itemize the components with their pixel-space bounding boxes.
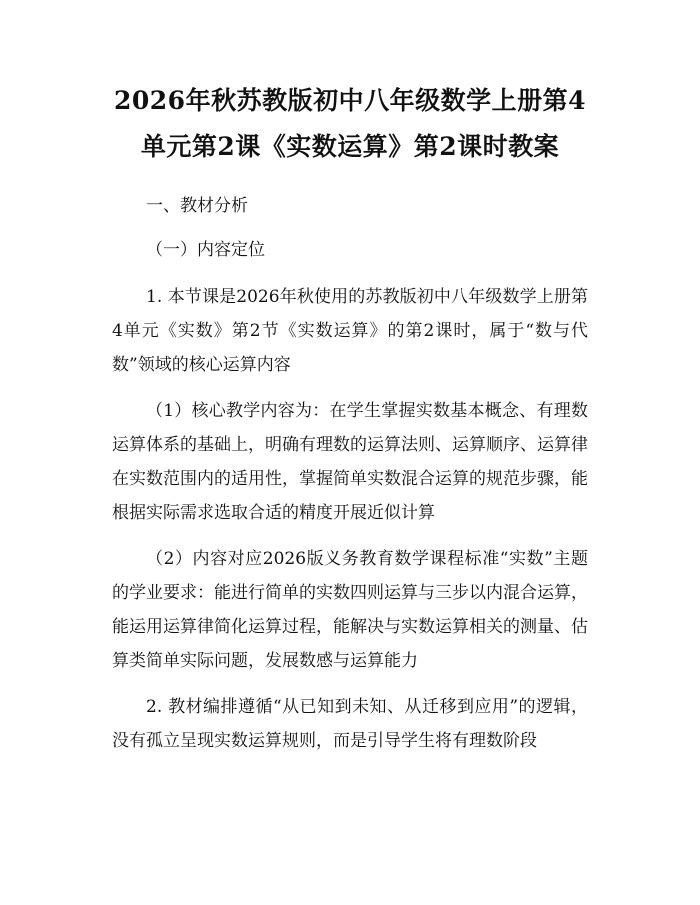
paragraph-3: （2）内容对应2026版义务教育数学课程标准“实数”主题的学业要求：能进行简单的实数四则运算与三步以内混合运算，能运用运算律简化运算过程，能解决与实数运算相关的测量、估算类简单实际问题，发展数感与运算能力 — [112, 549, 588, 671]
subsection-heading: （一）内容定位 — [146, 240, 265, 260]
paragraph-1: 1. 本节课是2026年秋使用的苏教版初中八年级数学上册第4单元《实数》第2节《实数运算》的第2课时，属于“数与代数”领域的核心运算内容 — [112, 287, 588, 375]
document-title: 2026年秋苏教版初中八年级数学上册第4单元第2课《实数运算》第2课时教案 — [114, 86, 586, 161]
paragraph-4: 2. 教材编排遵循“从已知到未知、从迁移到应用”的逻辑，没有孤立呈现实数运算规则，而是引导学生将有理数阶段 — [112, 697, 588, 751]
section-heading: 一、教材分析 — [146, 196, 248, 216]
paragraph-2: （1）核心教学内容为：在学生掌握实数基本概念、有理数运算体系的基础上，明确有理数的运算法则、运算顺序、运算律在实数范围内的适用性，掌握简单实数混合运算的规范步骤，能根据实际需求选取合适的精度开展近似计算 — [112, 401, 588, 523]
